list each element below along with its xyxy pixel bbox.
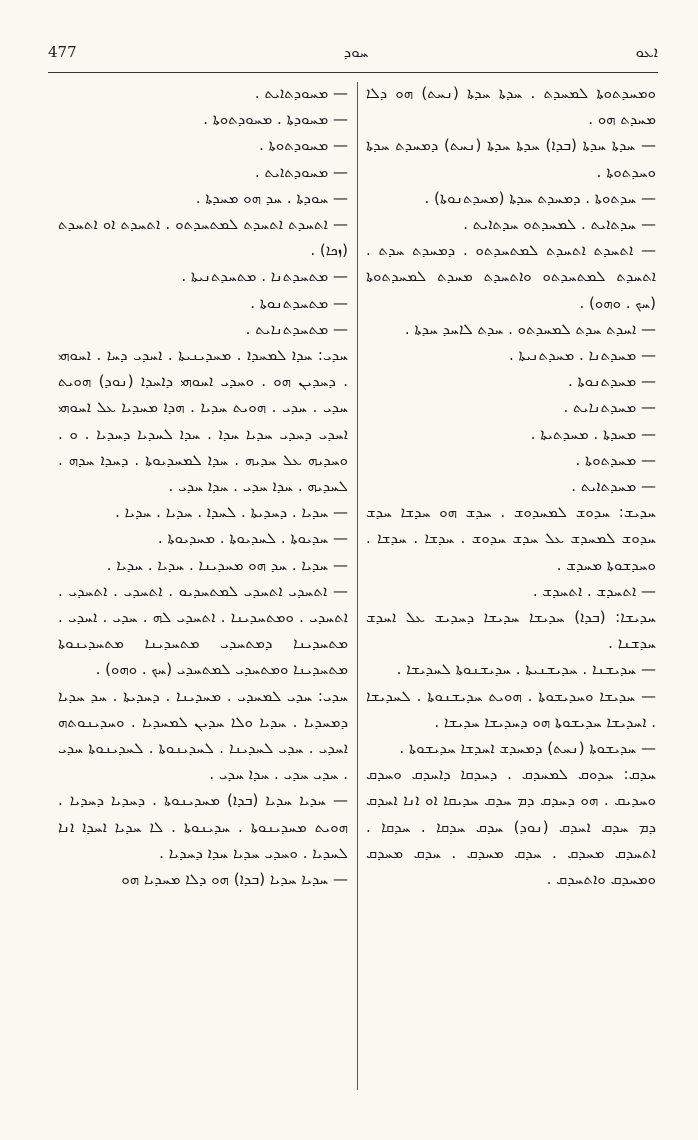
entry-l-19: ܚܕܩ: ܚܕܘܩ ܠܡܚܕܩ . ܕܚܕܩܐ ܕܐܚܕܩ ܘܚܕܩ ܘܚܕܝܩ . ܗܘ ܕܚܕܩ ܕܡ ܚܕܩ ܚܕܝܩܐ ܐܘ ܐܢܐ ܐܚܕܩ ܕܡ ܚܕܩ ܐܚܕܩ (ܢܘܕ) ܚܕܩ ܚܕܩܐ . ܚܕܩܐ . ܐܬܚܕܩ ܡܚܕܩ . ܚܕܩ ܡܚܕܩ . ܚܕܩ ܡܚܕܩ ܘܡܚܕܩ ܘܐܬܚܕܩ . <box>366 765 656 889</box>
entry-r-4: — ܡܚܘܕܬܐܝܬ . <box>254 162 348 181</box>
entry-l-2: — ܚܕܬܐ ܚܕܬܐ (ܒܕܐ) ܚܕܬܐ ܚܕܬܐ (ܢܚܬ) ܕܡܚܕܬ ܚܕܬܐ ܘܚܕܬܘܬܐ . <box>366 136 656 181</box>
entry-r-17: — ܚܕܝܐ ܚܕܝܐ (ܒܕܐ) ܗܘ ܕܠܐ ܡܚܕܝܐ ܗܘ <box>121 870 348 889</box>
column-divider <box>357 82 358 1090</box>
syriac-page-numeral: ܐܥܘ <box>635 43 658 61</box>
entry-l-5: — ܐܬܚܕܬ ܐܬܚܕܬ ܠܡܬܚܕܬܘ . ܕܡܚܕܬ ܚܕܬ . ܐܬܚܕܬ ܠܡܬܚܕܬܘ ܘܐܬܚܕܬ ܡܚܕܬ ܠܡܚܕܬܘܬܐ (ܚܟ . ܘܗܘ) . <box>366 241 656 312</box>
entry-l-13: ܚܕܝܫ: ܚܕܘܫ ܠܡܚܕܘܫ . ܚܕܫ ܗܘ ܚܕܫܐ ܚܕܫ ܚܕܘܫ ܠܡܚܕܫ ܥܠ ܚܕܫ ܚܕܘܫ . ܚܕܫܐ . ܚܕܫܐ . ܘܚܕܫܘܬܐ ܡܚܕܫ . <box>366 503 656 574</box>
entry-l-15: ܚܕܝܫܐ: (ܒܕܐ) ܚܕܝܫܐ ܚܕܝܫܐ ܕܚܕܝܫ ܥܠ ܐܚܕܫ ܚܕܫܢܐ . <box>366 608 656 653</box>
entry-r-2: — ܡܚܘܕܬܐ . ܡܚܘܕܬܘܬܐ . <box>203 110 348 129</box>
entry-r-15: ܚܕܝ: ܚܕܝ ܠܡܚܕܝ . ܡܚܕܝܢܐ . ܕܚܕܝܬܐ . ܚܕ ܚܕܝܐ ܕܡܚܕܝܐ . ܚܕܝܐ ܘܠܐ ܚܕܝܢ ܠܡܚܕܝܐ . ܘܚܕܝܢܘܬܗ ܐܚܕܝ . ܚܕܝ ܠܚܕܝܢܐ . ܠܚܕܝܢܘܬܐ . ܠܚܕܝܢܘܬܐ ܚܕܝ . ܚܕܝ ܚܕܝ . ܚܕܐ ܚܕܝ . <box>58 686 348 784</box>
entry-r-10: ܚܕܝ: ܚܕܐ ܠܡܚܕܐ . ܡܚܕܝܢܝܬܐ . ܐܚܕܝ ܕܚܐ . ܐܚܘܗܝ . ܕܚܕܝܢ ܗܘ . ܘܚܕܝ ܐܚܘܗܝ ܕܐܚܕܐ (ܢܘܕ) ܗܘܝܬ ܚܕܝ . ܚܕܝ . ܗܘܝܬ ܚܕܝܐ . ܗܕܐ ܡܚܕܝܐ ܥܠ ܐܚܘܗܝ ܐܚܕܝ ܕܚܕܝ ܚܕܝܐ ܚܕܐ . ܚܕܐ ܠܚܕܝܐ ܕܚܕܝܐ . ܘ . ܘܚܕܝܗ ܥܠ ܚܕܝܗ . ܚܕܐ ܠܡܚܕܝܘܬܐ . ܕܚܕܐ ܚܕܗ . ܠܚܕܝܗ . ܚܕܐ ܚܕܝ . ܚܕܐ ܚܕܝ . <box>58 346 348 496</box>
right-text-column <box>58 80 348 892</box>
running-head: ܚܘܕ <box>343 43 369 61</box>
entry-r-12: — ܚܕܝܘܬܐ . ܠܚܕܝܘܬܐ . ܡܚܕܝܘܬܐ . <box>157 529 348 548</box>
entry-l-3: — ܚܕܬܘܬܐ . ܕܡܚܕܬ ܚܕܬܐ (ܡܚܕܬܢܘܬܐ) . <box>424 188 656 207</box>
entry-l-10: — ܡܚܕܬܐ . ܡܚܕܬܝܬܐ . <box>530 424 656 443</box>
entry-r-5: — ܚܘܕܬܐ . ܚܕ ܗܘ ܡܚܕܬܐ . <box>195 188 348 207</box>
entry-l-17: — ܚܕܝܫܐ ܘܚܕܝܫܘܬܐ . ܗܘܝܬ ܚܕܝܫܢܘܬܐ . ܠܚܕܝܫܐ . ܐܚܕܝܫܐ ܚܕܝܫܘܬܐ ܗܘ ܕܚܕܝܫܐ ܚܕܝܫܐ . <box>366 686 656 731</box>
entry-r-1: — ܡܚܘܕܬܐܝܬ . <box>254 84 348 102</box>
entry-l-12: — ܡܚܕܬܐܝܬ . <box>571 477 656 496</box>
entry-r-3: — ܡܚܘܕܬܘܬܐ . <box>259 136 348 155</box>
entry-r-6: — ܐܬܚܕܬ ܐܬܚܕܬ ܠܡܬܚܕܬܘ . ܐܬܚܕܬ ܐܘ ܐܬܚܕܬ (ܙܟܐ) . <box>58 215 348 260</box>
entry-r-13: — ܚܕܝܐ . ܚܕ ܗܘ ܡܚܕܝܢܐ . ܚܕܝܐ . ܚܕܝܐ . <box>106 555 348 574</box>
entry-l-14: — ܐܬܚܕܫ . ܐܬܚܕܫ . <box>532 581 656 600</box>
entry-r-14: — ܐܬܚܕܝ ܐܬܚܕܝ ܠܡܬܚܕܝܘ . ܐܬܚܕܝ . ܐܬܚܕܝ . ܐܬܚܕܝ . ܘܡܬܚܕܝܢܐ . ܐܬܚܕܝ ܠܗ . ܚܕܝ . ܐܚܕܝ . ܡܬܚܕܝܢܐ ܕܡܬܚܕܝ ܡܬܚܕܝܢܐ ܡܬܚܕܝܢܘܬܐ ܡܬܚܕܝܢܐ ܘܡܬܚܕܝ ܠܡܬܚܕܝ (ܚܟ . ܘܗܘ) . <box>58 581 348 679</box>
entry-l-11: — ܡܚܕܬܘܬܐ . <box>575 450 656 469</box>
entry-r-8: — ܡܬܚܕܬܢܘܬܐ . <box>250 293 348 312</box>
page-header <box>48 38 658 66</box>
entry-l-9: — ܡܚܕܬܢܐܝܬ . <box>563 398 656 417</box>
entry-r-7: — ܡܬܚܕܬܢܐ . ܡܬܚܕܬܢܝܬܐ . <box>181 267 348 286</box>
entry-l-16: — ܚܕܝܫܢܐ . ܚܕܝܫܢܝܬܐ . ܚܕܝܫܢܘܬܐ ܠܚܕܝܫܐ . <box>396 660 656 679</box>
entry-l-8: — ܡܚܕܬܢܘܬܐ . <box>568 372 656 391</box>
entry-l-7: — ܡܚܕܬܢܐ . ܡܚܕܬܢܝܬܐ . <box>508 346 656 365</box>
entry-l-18: — ܚܕܝܫܘܬܐ (ܢܚܬ) ܕܡܚܕܫ ܐܚܕܫܐ ܚܕܝܫܘܬܐ . <box>399 739 656 758</box>
entry-r-16: — ܚܕܝܐ ܚܕܝܐ (ܒܕܐ) ܡܚܕܝܢܘܬܐ . ܕܚܕܝܐ ܕܚܕܝܐ . ܗܘܝܬ ܡܚܕܝܢܘܬܐ . ܚܕܝܢܘܬܐ . ܠܐ ܚܕܝܐ ܐܚܕܐ ܐܢܐ ܠܚܕܝܐ . ܘܚܕܝ ܚܕܝܐ ܚܕܐ ܕܚܕܝܐ . <box>58 791 348 862</box>
header-rule <box>48 72 658 73</box>
entry-r-11: — ܚܕܝܐ . ܕܚܕܝܬܐ . ܠܚܕܐ . ܚܕܝܐ . ܚܕܝܐ . <box>115 503 348 522</box>
left-text-column <box>366 80 656 892</box>
entry-l-1: ܘܡܚܕܬܘܬܐ ܠܡܚܕܬ . ܚܕܬܐ ܚܕܬܐ (ܢܚܬ) ܗܘ ܕܠܐ ܡܚܕܬ ܗܘ . <box>366 84 656 129</box>
entry-l-4: — ܚܕܬܐܝܬ . ܠܡܚܕܬܘ ܚܕܬܐܝܬ . <box>463 215 656 234</box>
entry-r-9: — ܡܬܚܕܬܢܐܝܬ . <box>245 319 348 338</box>
entry-l-6: — ܐܚܕܬ ܚܕܬ ܠܡܚܕܬܘ . ܚܕܬ ܠܐܚܕ ܚܕܬܐ . <box>404 319 656 338</box>
page-number: 477 <box>48 43 77 61</box>
